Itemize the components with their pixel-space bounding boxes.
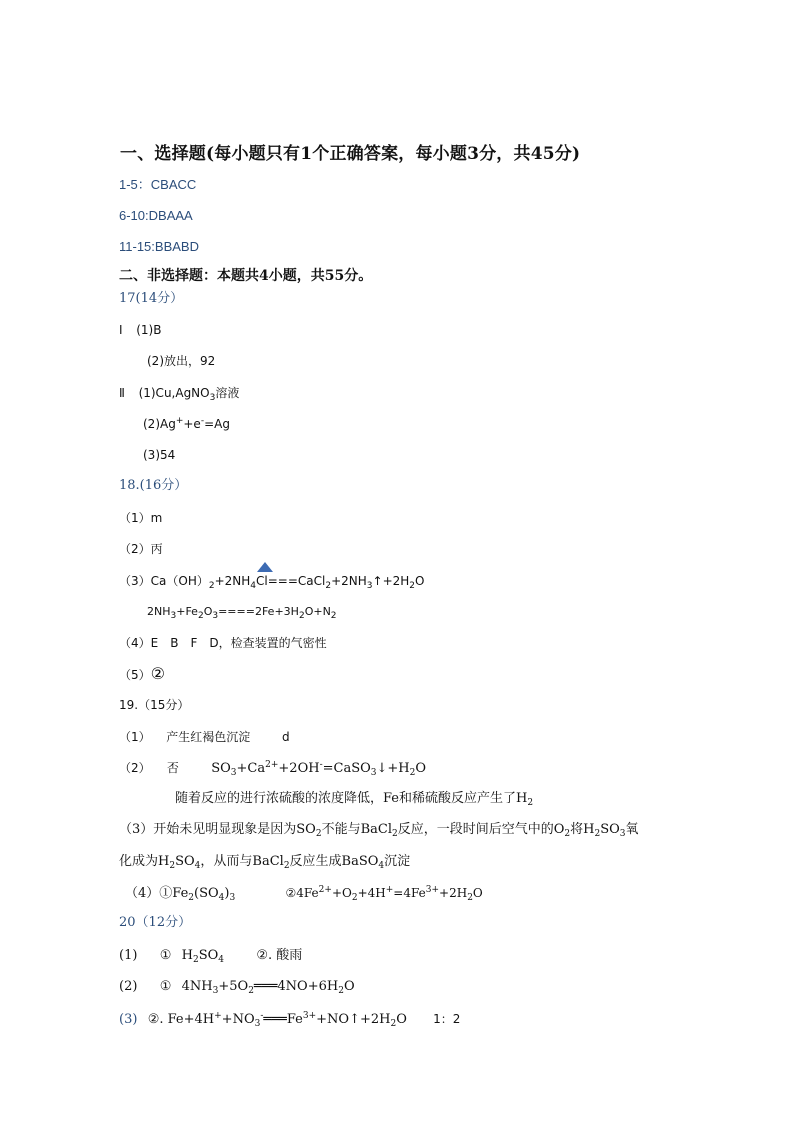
- eq-part: O: [415, 574, 425, 588]
- eq-part: ②4Fe: [285, 886, 319, 900]
- q17-i1: (1)B: [136, 323, 162, 337]
- eq-sub: 2: [192, 955, 199, 965]
- q19-a1-letter: d: [281, 730, 290, 744]
- q17-ii-label: Ⅱ: [119, 386, 125, 400]
- q19-a2-eq: [211, 761, 426, 776]
- eq-part: O: [396, 1012, 407, 1027]
- heat-triangle-icon: [257, 562, 273, 572]
- eq-part: SO: [175, 854, 195, 869]
- q17-ii2-sup1: +: [175, 416, 184, 426]
- eq-sub: 2: [594, 829, 601, 839]
- q17-i-label: Ⅰ: [119, 323, 123, 337]
- eq-part: 不能与BaCl: [321, 822, 392, 837]
- q19-a4: [125, 885, 483, 902]
- answer-line-6-10: 6-10:DBAAA: [119, 208, 193, 223]
- q17-header: 17(14分）: [119, 291, 184, 306]
- q17-ii2-sup2: -: [200, 416, 205, 426]
- q17-ii2-b: +e: [183, 417, 201, 431]
- eq-sub: 2: [325, 581, 332, 591]
- answer-line-1-5: 1-5：CBACC: [119, 177, 197, 192]
- eq-sub: 2: [390, 1019, 397, 1029]
- eq-sup: 2+: [318, 885, 332, 895]
- q18-a3-eq2: [147, 604, 337, 620]
- q17-ii2-a: (2)Ag: [143, 417, 176, 431]
- eq-part: 氧: [625, 822, 639, 837]
- eq-sub: 2: [248, 986, 254, 996]
- eq-sub: 2: [298, 611, 305, 621]
- eq-part: ②. Fe+4H: [147, 1012, 215, 1027]
- q18-a2: （2）丙: [119, 542, 163, 556]
- q19-a1-label: （1）: [119, 730, 151, 744]
- eq-sub: 2: [338, 986, 344, 996]
- eq-part: 随着反应的进行浓硫酸的浓度降低，Fe和稀硫酸反应产生了H: [175, 791, 528, 806]
- eq-part: 化成为H: [119, 854, 170, 869]
- q20-a1-text1: ①: [159, 948, 172, 963]
- eq-sub: 2: [467, 893, 473, 903]
- q20-a3-ratio: 1：2: [433, 1012, 461, 1026]
- eq-part: ，从而与BaCl: [200, 854, 284, 869]
- eq-part: +O: [331, 886, 352, 900]
- eq-sup: +: [385, 885, 394, 895]
- q18-header: [119, 478, 187, 494]
- q18-a5-value: ②: [150, 664, 165, 683]
- q18-a1: （1）m: [119, 511, 163, 525]
- q17-part-ii: [119, 385, 239, 401]
- eq-sub: 2: [330, 611, 337, 621]
- q19-a3-line1: [119, 822, 639, 838]
- eq-sub: 2: [188, 893, 195, 903]
- q20-a3-label: (3): [119, 1012, 138, 1027]
- eq-part: O: [472, 886, 483, 900]
- eq-sub: 3: [366, 581, 373, 591]
- eq-sub: 2: [197, 611, 204, 621]
- q20-a2-text: ①: [159, 979, 172, 994]
- eq-sup: -: [260, 1011, 264, 1021]
- eq-part: +2NH: [214, 574, 251, 588]
- eq-sub: 4: [378, 861, 385, 871]
- q18-header-text: 18.(16分）: [119, 478, 188, 493]
- q18-a4: （4）E B F D，检查装置的气密性: [119, 636, 327, 650]
- q20-a3: [119, 1011, 460, 1028]
- q17-i2: (2)放出，92: [147, 354, 216, 368]
- q20-header: 20（12分）: [119, 915, 192, 930]
- q20-a1: [119, 948, 302, 964]
- section2-title: 二、非选择题：本题共4小题，共55分。: [119, 268, 373, 284]
- eq-part: +2OH: [278, 761, 320, 776]
- q19-a3-line2: [119, 854, 410, 870]
- q17-ii1: (1)Cu,AgNO: [138, 386, 210, 400]
- q20-a1-label: (1): [119, 948, 138, 963]
- eq-sub: 2: [169, 861, 176, 871]
- eq-part: 反应，一段时间后空气中的O: [397, 822, 565, 837]
- eq-part: +2H: [439, 886, 468, 900]
- eq-part: +5O: [218, 979, 249, 994]
- eq-part: ═══Fe: [263, 1012, 303, 1027]
- q19-a1: [119, 729, 290, 745]
- eq-part: ): [224, 886, 230, 901]
- eq-sub: 4: [218, 955, 225, 965]
- eq-part: （3）开始未见明显现象是因为SO: [119, 822, 316, 837]
- q19-header: 19.（15分）: [119, 698, 190, 712]
- eq-sub: 2: [351, 893, 358, 903]
- eq-part: +NO↑+2H: [316, 1012, 391, 1027]
- eq-sub: 3: [212, 986, 219, 996]
- eq-part: O+N: [304, 605, 331, 618]
- eq-part: H: [181, 948, 193, 963]
- q20-a2: [119, 979, 355, 995]
- eq-sub: 2: [208, 581, 215, 591]
- eq-sub: 4: [250, 581, 257, 591]
- eq-part: ====2Fe+3H: [218, 605, 299, 618]
- eq-sub: 4: [218, 893, 225, 903]
- q17-ii2-c: =Ag: [204, 417, 230, 431]
- eq-sup: -: [319, 760, 323, 770]
- eq-part: 沉淀: [384, 854, 411, 869]
- eq-part: Ca（OH）: [150, 574, 209, 588]
- q19-a4-eq2: [285, 885, 483, 903]
- q17-part-i: [119, 322, 161, 338]
- eq-sub: 3: [212, 611, 219, 621]
- eq-part: =4Fe: [393, 886, 426, 900]
- eq-sub: 2: [283, 861, 290, 871]
- eq-sub: 3: [229, 893, 236, 903]
- eq-sub: 2: [392, 829, 398, 839]
- eq-sub: 4: [194, 861, 201, 871]
- eq-part: SO: [600, 822, 620, 837]
- eq-part: SO: [198, 948, 219, 963]
- eq-part: ═══4NO+6H: [253, 979, 339, 994]
- eq-part: O: [343, 979, 355, 994]
- eq-sub: 2: [409, 768, 416, 778]
- eq-part: O: [203, 605, 213, 618]
- eq-sub: 3: [170, 611, 177, 621]
- eq-sup: 2+: [265, 760, 279, 770]
- eq-part: +Ca: [236, 761, 266, 776]
- q17-ii1-sub: 3: [209, 393, 216, 403]
- q17-ii3: (3)54: [143, 448, 176, 462]
- eq-sub: 2: [409, 581, 416, 591]
- q18-a5-label: （5）: [119, 668, 151, 682]
- eq-part: +2NH: [331, 574, 367, 588]
- q19-a2-text: 否: [166, 761, 179, 775]
- eq-sup: +: [214, 1011, 222, 1021]
- q20-a1-formula: [182, 948, 224, 963]
- eq-part: O: [415, 761, 427, 776]
- eq-part: =CaSO: [322, 761, 371, 776]
- q19-a4-label: （4）①Fe: [125, 886, 189, 901]
- eq-sub: 2: [315, 829, 322, 839]
- eq-part: SO: [211, 761, 231, 776]
- eq-part: 2NH: [147, 605, 171, 618]
- eq-part: ↑+2H: [372, 574, 410, 588]
- q19-a2: [119, 760, 426, 777]
- q18-a3-label: （3）: [119, 574, 151, 588]
- q19-a1-text: 产生红褐色沉淀: [166, 730, 251, 744]
- eq-part: +Fe: [176, 605, 198, 618]
- eq-part: 4NH: [181, 979, 213, 994]
- q17-ii2: [143, 416, 230, 432]
- eq-sub: 3: [370, 768, 377, 778]
- eq-part: Cl===CaCl: [256, 574, 326, 588]
- q20-a2-label: (2): [119, 979, 138, 994]
- q20-a3-eq: [148, 1012, 407, 1027]
- section1-title: 一、选择题(每小题只有1个正确答案，每小题3分，共45分): [120, 144, 581, 164]
- q20-a1-text2: ②. 酸雨: [256, 948, 303, 963]
- q18-a5: [119, 666, 165, 683]
- q19-a2-label: （2）: [119, 761, 151, 775]
- eq-part: +NO: [221, 1012, 255, 1027]
- eq-sub: 3: [230, 768, 237, 778]
- q17-ii1-tail: 溶液: [215, 386, 240, 400]
- q19-a2-line2: [175, 791, 533, 807]
- eq-part: 反应生成BaSO: [289, 854, 379, 869]
- q20-a2-eq: [182, 979, 355, 994]
- eq-sub: 2: [527, 798, 534, 808]
- eq-sub: 3: [619, 829, 626, 839]
- eq-sup: 3+: [425, 885, 440, 895]
- eq-part: 将H: [570, 822, 595, 837]
- answer-line-11-15: 11-15:BBABD: [119, 239, 199, 254]
- eq-part: ↓+H: [376, 761, 410, 776]
- eq-sup: 3+: [302, 1011, 317, 1021]
- eq-sub: 3: [254, 1019, 261, 1029]
- q18-a3: [119, 573, 424, 589]
- eq-sub: 2: [564, 829, 571, 839]
- eq-part: (SO: [194, 886, 219, 901]
- eq-part: +4H: [357, 886, 386, 900]
